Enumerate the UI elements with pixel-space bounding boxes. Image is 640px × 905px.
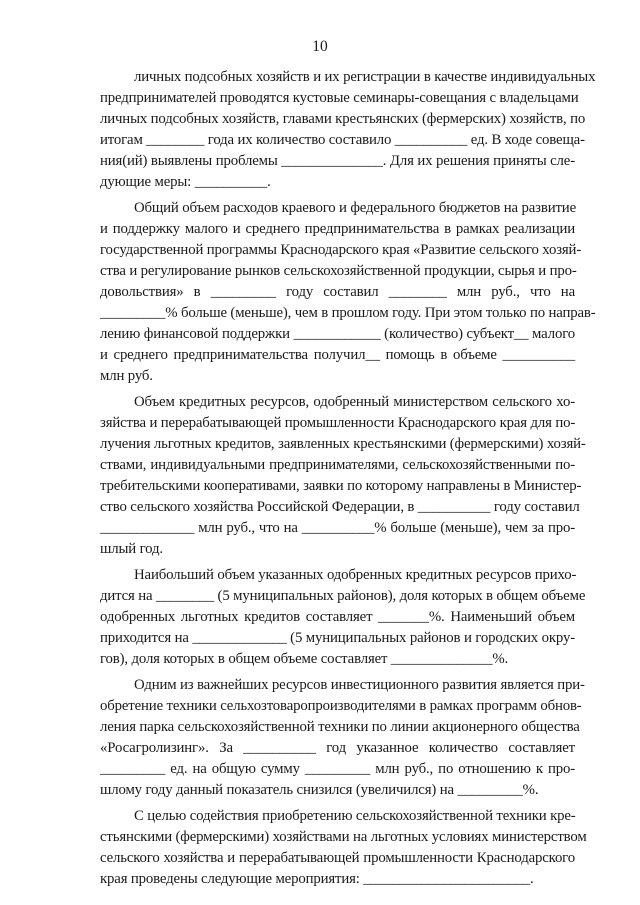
paragraph-measures-line: С целью содействия приобретению сельскохозяйственной техники кре- bbox=[134, 808, 576, 824]
paragraph-seminars-line: ния(ий) выявлены проблемы ______________. Для их решения приняты сле- bbox=[100, 153, 575, 169]
paragraph-measures-line: края проведены следующие мероприятия: _______________________. bbox=[100, 871, 534, 887]
paragraph-measures-line: стьянскими (фермерскими) хозяйствами на льготных условиях министерством bbox=[100, 829, 587, 845]
paragraph-rosagroleasing-line: Одним из важнейших ресурсов инвестиционного развития является при- bbox=[134, 677, 585, 693]
paragraph-credit-resources-line: _____________ млн руб., что на __________% больше (меньше), чем за про- bbox=[100, 520, 575, 536]
paragraph-largest-volume-line: одобренных льготных кредитов составляет _______%. Наименьший объем bbox=[100, 609, 575, 625]
paragraph-budget-expenditure-line: млн руб. bbox=[100, 368, 153, 384]
paragraph-largest-volume-line: приходится на _____________ (5 муниципальных районов и городских окру- bbox=[100, 630, 575, 646]
paragraph-seminars-line: дующие меры: __________. bbox=[100, 174, 271, 190]
paragraph-rosagroleasing-line: ления парка сельскохозяйственной техники по линии акционерного общества bbox=[100, 719, 580, 735]
paragraph-credit-resources-line: требительскими кооперативами, заявки по которому направлены в Министер- bbox=[100, 478, 582, 494]
paragraph-rosagroleasing-line: «Росагролизинг». За __________ год указанное количество составляет bbox=[100, 740, 575, 756]
paragraph-credit-resources-line: Объем кредитных ресурсов, одобренный министерством сельского хо- bbox=[134, 394, 575, 410]
paragraph-seminars-line: личных подсобных хозяйств, главами крестьянских (фермерских) хозяйств, по bbox=[100, 111, 586, 127]
paragraph-seminars-line: итогам ________ года их количество составило __________ ед. В ходе совеща- bbox=[100, 132, 585, 148]
paragraph-seminars-line: предпринимателей проводятся кустовые семинары-совещания с владельцами bbox=[100, 90, 579, 106]
paragraph-budget-expenditure-line: и среднего предпринимательства получил__ помощь в объеме __________ bbox=[100, 347, 575, 363]
paragraph-rosagroleasing-line: шлому году данный показатель снизился (увеличился) на _________%. bbox=[100, 782, 539, 798]
paragraph-credit-resources-line: ствами, индивидуальными предпринимателями, сельскохозяйственными по- bbox=[100, 457, 575, 473]
paragraph-budget-expenditure-line: лению финансовой поддержки ____________ (количество) субъект__ малого bbox=[100, 326, 575, 342]
paragraph-budget-expenditure-line: _________% больше (меньше), чем в прошлом году. При этом только по направ- bbox=[100, 305, 596, 321]
paragraph-credit-resources-line: зяйства и перерабатывающей промышленности Краснодарского края для по- bbox=[100, 415, 576, 431]
paragraph-seminars-line: личных подсобных хозяйств и их регистрации в качестве индивидуальных bbox=[134, 69, 596, 85]
paragraph-credit-resources-line: лучения льготных кредитов, заявленных крестьянскими (фермерскими) хозяй- bbox=[100, 436, 586, 452]
paragraph-largest-volume-line: гов), доля которых в общем объеме составляет ______________%. bbox=[100, 651, 509, 667]
paragraph-budget-expenditure-line: и поддержку малого и среднего предпринимательства в рамках реализации bbox=[100, 221, 575, 237]
paragraph-rosagroleasing-line: обретение техники сельхозтоваропроизводителями в рамках программ обнов- bbox=[100, 698, 582, 714]
paragraph-budget-expenditure-line: ства и регулирование рынков сельскохозяйственной продукции, сырья и про- bbox=[100, 263, 577, 279]
paragraph-budget-expenditure-line: довольствия» в _________ году составил ________ млн руб., что на bbox=[100, 284, 575, 300]
paragraph-largest-volume-line: Наибольший объем указанных одобренных кредитных ресурсов прихо- bbox=[134, 567, 577, 583]
paragraph-measures-line: сельского хозяйства и перерабатывающей промышленности Краснодарского bbox=[100, 850, 575, 866]
page-number: 10 bbox=[312, 38, 328, 55]
paragraph-credit-resources-line: шлый год. bbox=[100, 541, 163, 557]
paragraph-credit-resources-line: ство сельского хозяйства Российской Федерации, в __________ году составил bbox=[100, 499, 580, 515]
paragraph-rosagroleasing-line: _________ ед. на общую сумму _________ млн руб., по отношению к про- bbox=[100, 761, 575, 777]
paragraph-budget-expenditure-line: государственной программы Краснодарского края «Развитие сельского хозяй- bbox=[100, 242, 582, 258]
paragraph-largest-volume-line: дится на ________ (5 муниципальных районов), доля которых в общем объеме bbox=[100, 588, 586, 604]
paragraph-budget-expenditure-line: Общий объем расходов краевого и федерального бюджетов на развитие bbox=[134, 200, 576, 216]
